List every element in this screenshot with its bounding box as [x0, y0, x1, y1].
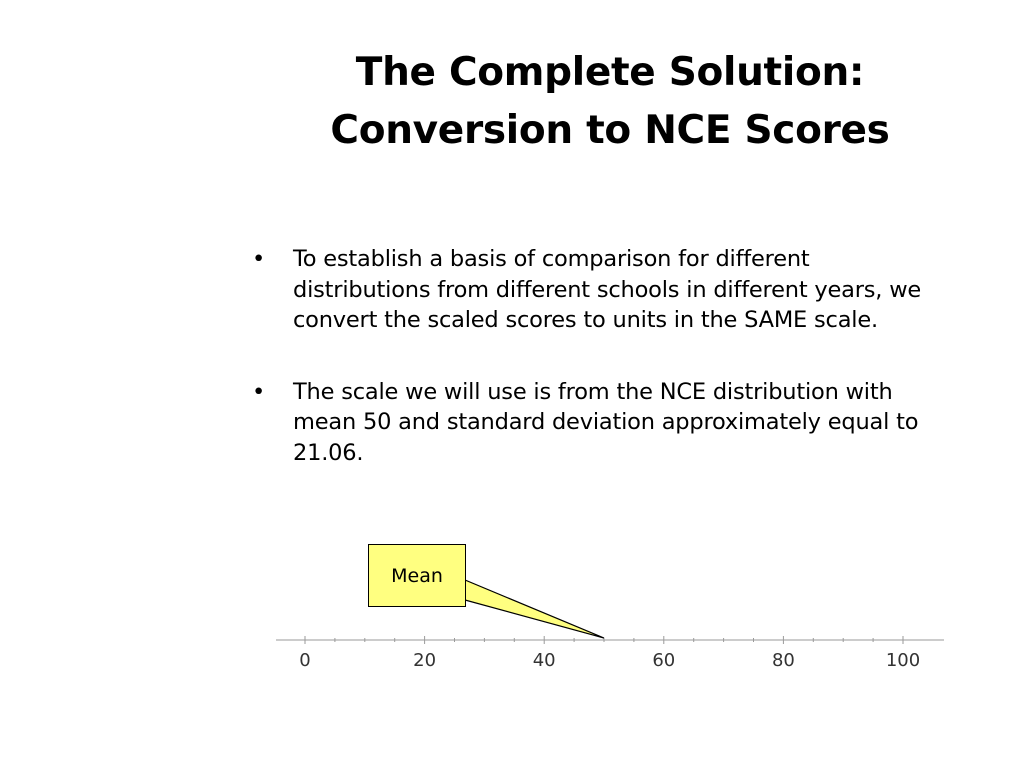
- number-line-axis: [276, 630, 944, 680]
- tick-label: 20: [413, 650, 437, 671]
- bullet-icon: •: [252, 246, 266, 272]
- tick-label: 100: [885, 650, 921, 671]
- tick-label: 40: [532, 650, 556, 671]
- tick-label: 80: [771, 650, 795, 671]
- callout-label: Mean: [391, 564, 443, 587]
- bullet-item: [252, 377, 952, 469]
- title-line-2: Conversion to NCE Scores: [330, 108, 890, 153]
- bullet-text: The scale we will use is from the NCE distribution with mean 50 and standard deviation approximately equal to 21.06.: [293, 378, 919, 466]
- tick-label: 0: [299, 650, 311, 671]
- axis-tick-labels: [299, 650, 920, 671]
- axis-ticks: [305, 636, 903, 644]
- bullet-text: To establish a basis of comparison for different distributions from different schools in different years, we convert the scaled scores to units in the SAME scale.: [293, 246, 922, 333]
- bullet-icon: •: [252, 378, 266, 405]
- slide-title: [300, 44, 920, 160]
- mean-callout: [368, 544, 466, 607]
- bullet-item: [252, 244, 952, 336]
- tick-label: 60: [652, 650, 676, 671]
- title-line-1: The Complete Solution:: [355, 50, 865, 95]
- bullet-list: [252, 244, 952, 509]
